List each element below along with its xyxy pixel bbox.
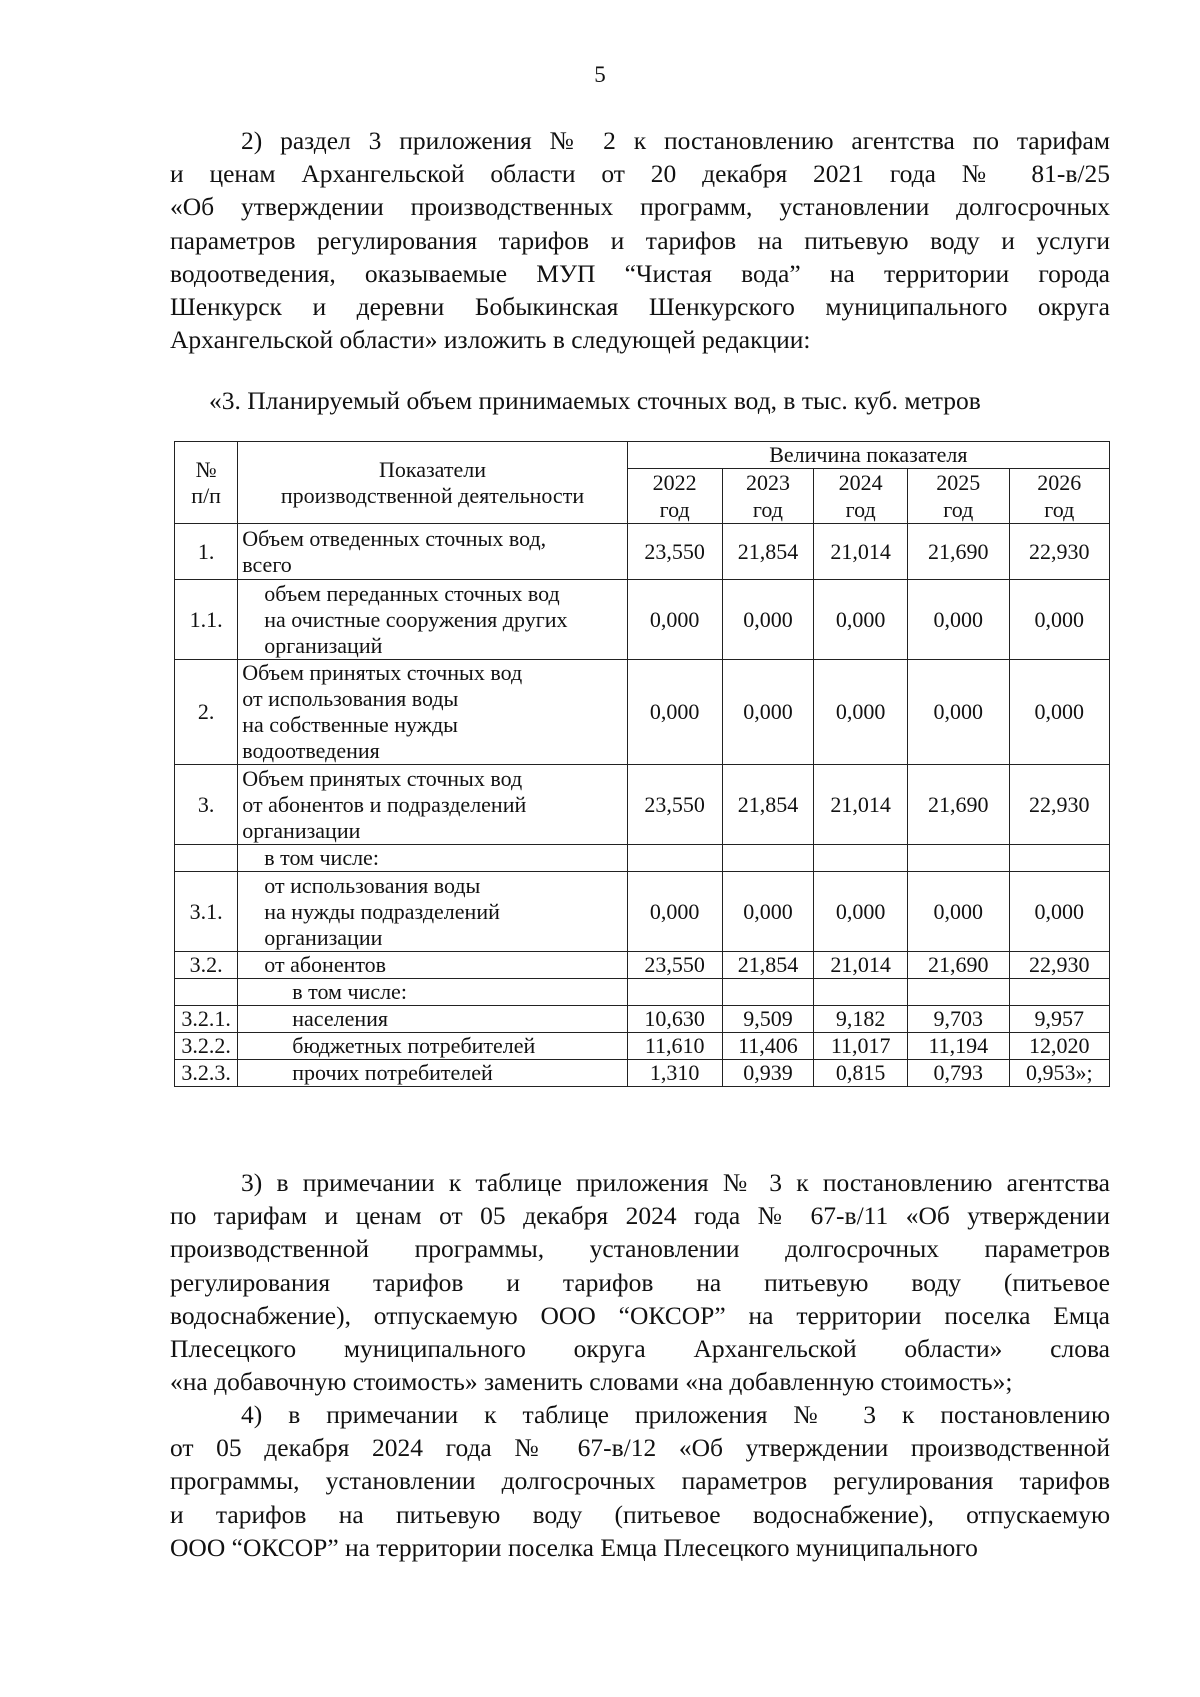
row-value: 0,000 xyxy=(814,660,908,765)
row-value: 21,690 xyxy=(908,952,1009,979)
text-line: «Об утверждении производственных программ, установлении долгосрочных xyxy=(170,192,1110,222)
row-number: 1.1. xyxy=(175,580,238,660)
row-number: 3. xyxy=(175,765,238,845)
row-indicator-name: Объем отведенных сточных вод, всего xyxy=(238,524,627,580)
row-number: 3.2.1. xyxy=(175,1006,238,1033)
row-indicator-name: Объем принятых сточных вод от абонентов и подразделений организации xyxy=(238,765,627,845)
row-value: 22,930 xyxy=(1009,524,1109,580)
text-line: и ценам Архангельской области от 20 декабря 2021 года № 81-в/25 xyxy=(170,159,1110,189)
row-number: 1. xyxy=(175,524,238,580)
row-value: 0,000 xyxy=(1009,872,1109,952)
paragraph-item-3 xyxy=(170,1166,1110,1398)
row-number: 3.2. xyxy=(175,952,238,979)
row-indicator-name: в том числе: xyxy=(238,845,627,872)
text-line: параметров регулирования тарифов и тарифов на питьевую воду и услуги xyxy=(170,225,1110,255)
row-indicator-name: бюджетных потребителей xyxy=(238,1033,627,1060)
text-line: производственной программы, установлении долгосрочных параметров xyxy=(170,1234,1110,1264)
row-value: 11,194 xyxy=(908,1033,1009,1060)
text-line: и тарифов на питьевую воду (питьевое водоснабжение), отпускаемую xyxy=(170,1499,1110,1529)
table-row xyxy=(175,952,1110,979)
table-row xyxy=(175,1060,1110,1087)
text-line: «на добавочную стоимость» заменить словами «на добавленную стоимость»; xyxy=(170,1367,1013,1397)
row-value xyxy=(1009,979,1109,1006)
page-number: 5 xyxy=(594,62,606,87)
header-indicator: Показатели производственной деятельности xyxy=(238,442,627,524)
table-row xyxy=(175,660,1110,765)
header-value-group: Величина показателя xyxy=(627,442,1109,469)
row-number: 3.2.3. xyxy=(175,1060,238,1087)
header-year: 2024 год xyxy=(814,469,908,524)
text-line: Плесецкого муниципального округа Архангельской области» слова xyxy=(170,1334,1110,1364)
row-value: 0,000 xyxy=(1009,580,1109,660)
row-value: 11,610 xyxy=(627,1033,722,1060)
row-number: 3.1. xyxy=(175,872,238,952)
text-line: Архангельской области» изложить в следующей редакции: xyxy=(170,325,811,355)
wastewater-volume-table xyxy=(174,441,1110,1087)
row-value xyxy=(908,845,1009,872)
table-row xyxy=(175,580,1110,660)
row-value: 21,690 xyxy=(908,765,1009,845)
row-value: 0,000 xyxy=(627,872,722,952)
row-value: 0,000 xyxy=(627,660,722,765)
row-value: 12,020 xyxy=(1009,1033,1109,1060)
row-value: 0,953»; xyxy=(1009,1060,1109,1087)
row-indicator-name: населения xyxy=(238,1006,627,1033)
row-value: 0,000 xyxy=(1009,660,1109,765)
row-indicator-name: Объем принятых сточных вод от использования воды на собственные нужды водоотведения xyxy=(238,660,627,765)
text-line: программы, установлении долгосрочных параметров регулирования тарифов xyxy=(170,1466,1110,1496)
row-value: 0,000 xyxy=(722,872,814,952)
row-value: 9,703 xyxy=(908,1006,1009,1033)
table-row xyxy=(175,524,1110,580)
table-row xyxy=(175,979,1110,1006)
table-row xyxy=(175,845,1110,872)
row-value: 1,310 xyxy=(627,1060,722,1087)
row-value: 21,014 xyxy=(814,765,908,845)
row-value xyxy=(814,979,908,1006)
row-value: 0,000 xyxy=(722,580,814,660)
table-row xyxy=(175,765,1110,845)
row-indicator-name: в том числе: xyxy=(238,979,627,1006)
row-value: 21,014 xyxy=(814,952,908,979)
row-value: 21,014 xyxy=(814,524,908,580)
row-value: 0,000 xyxy=(722,660,814,765)
row-value: 9,509 xyxy=(722,1006,814,1033)
table-caption: «3. Планируемый объем принимаемых сточных вод, в тыс. куб. метров xyxy=(209,386,981,415)
header-year: 2025 год xyxy=(908,469,1009,524)
row-value: 11,017 xyxy=(814,1033,908,1060)
row-number: 3.2.2. xyxy=(175,1033,238,1060)
row-value xyxy=(627,979,722,1006)
row-value: 22,930 xyxy=(1009,952,1109,979)
row-value: 9,182 xyxy=(814,1006,908,1033)
row-number xyxy=(175,845,238,872)
row-value: 0,000 xyxy=(908,872,1009,952)
row-indicator-name: от использования воды на нужды подразделений организации xyxy=(238,872,627,952)
row-value: 22,930 xyxy=(1009,765,1109,845)
text-line: ООО “ОКСОР” на территории поселка Емца Плесецкого муниципального xyxy=(170,1532,978,1562)
header-year: 2022 год xyxy=(627,469,722,524)
row-value: 0,815 xyxy=(814,1060,908,1087)
row-value: 9,957 xyxy=(1009,1006,1109,1033)
row-number: 2. xyxy=(175,660,238,765)
table-row xyxy=(175,872,1110,952)
row-value: 0,000 xyxy=(814,580,908,660)
text-line: 2) раздел 3 приложения № 2 к постановлению агентства по тарифам xyxy=(241,126,1110,155)
text-line: водоотведения, оказываемые МУП “Чистая вода” на территории города xyxy=(170,258,1110,288)
row-value: 10,630 xyxy=(627,1006,722,1033)
text-line: регулирования тарифов и тарифов на питьевую воду (питьевое xyxy=(170,1267,1110,1297)
row-value: 23,550 xyxy=(627,765,722,845)
text-line: водоснабжение), отпускаемую ООО “ОКСОР” на территории поселка Емца xyxy=(170,1300,1110,1330)
row-value xyxy=(908,979,1009,1006)
paragraph-item-4 xyxy=(170,1398,1110,1564)
text-line: от 05 декабря 2024 года № 67-в/12 «Об утверждении производственной xyxy=(170,1433,1110,1463)
header-number: № п/п xyxy=(175,442,238,524)
text-line: 4) в примечании к таблице приложения № 3 к постановлению xyxy=(241,1400,1110,1429)
row-value: 21,690 xyxy=(908,524,1009,580)
row-value: 0,000 xyxy=(908,580,1009,660)
row-value: 11,406 xyxy=(722,1033,814,1060)
row-indicator-name: прочих потребителей xyxy=(238,1060,627,1087)
row-value: 0,000 xyxy=(814,872,908,952)
row-number xyxy=(175,979,238,1006)
row-value xyxy=(627,845,722,872)
text-line: по тарифам и ценам от 05 декабря 2024 года № 67-в/11 «Об утверждении xyxy=(170,1201,1110,1231)
table-row xyxy=(175,1033,1110,1060)
row-value xyxy=(814,845,908,872)
paragraph-item-2 xyxy=(170,124,1110,356)
row-value: 21,854 xyxy=(722,765,814,845)
row-value: 23,550 xyxy=(627,952,722,979)
text-line: Шенкурск и деревни Бобыкинская Шенкурского муниципального округа xyxy=(170,292,1110,322)
row-value xyxy=(722,845,814,872)
row-indicator-name: от абонентов xyxy=(238,952,627,979)
row-value: 0,939 xyxy=(722,1060,814,1087)
row-value: 0,000 xyxy=(908,660,1009,765)
header-year: 2026 год xyxy=(1009,469,1109,524)
row-value: 23,550 xyxy=(627,524,722,580)
header-year: 2023 год xyxy=(722,469,814,524)
row-value: 0,000 xyxy=(627,580,722,660)
row-indicator-name: объем переданных сточных вод на очистные сооружения других организаций xyxy=(238,580,627,660)
text-line: 3) в примечании к таблице приложения № 3 к постановлению агентства xyxy=(241,1168,1110,1197)
row-value: 21,854 xyxy=(722,524,814,580)
row-value xyxy=(722,979,814,1006)
table-row xyxy=(175,1006,1110,1033)
row-value: 21,854 xyxy=(722,952,814,979)
row-value xyxy=(1009,845,1109,872)
row-value: 0,793 xyxy=(908,1060,1009,1087)
